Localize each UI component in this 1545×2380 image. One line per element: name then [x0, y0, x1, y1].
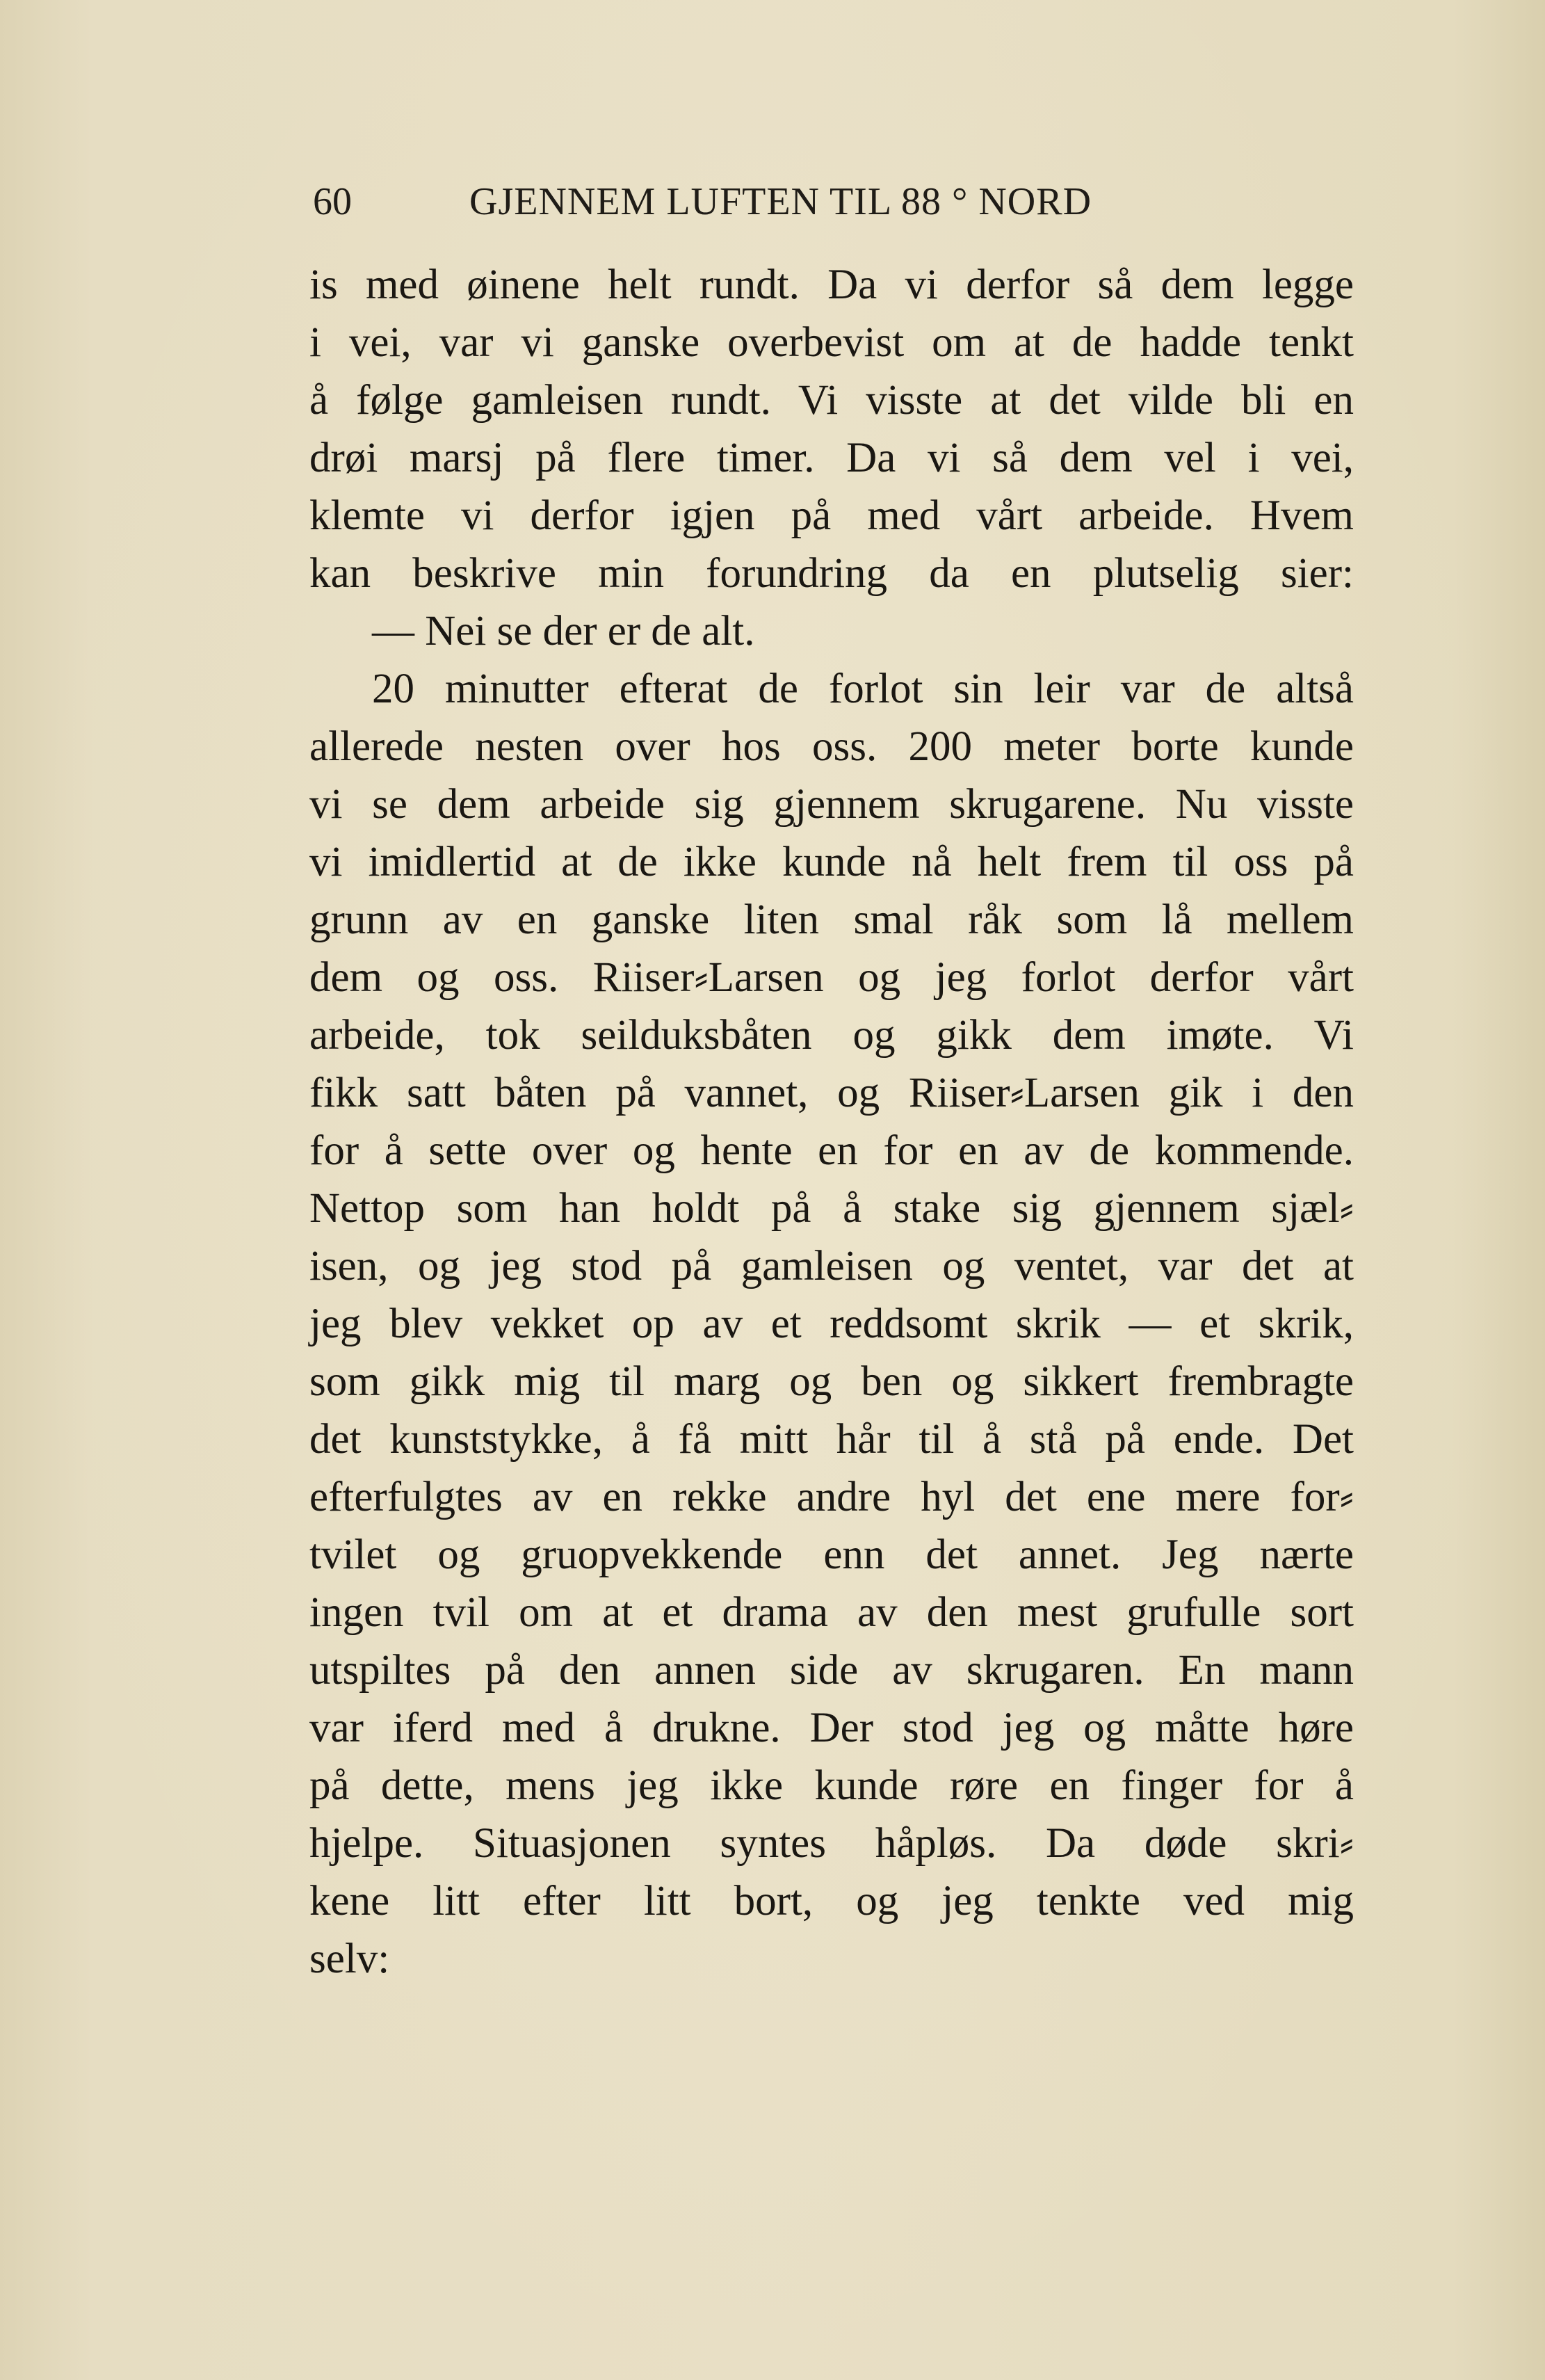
page-number: 60 — [313, 180, 352, 223]
text-line: drøi marsj på flere timer. Da vi så dem vel i vei, — [309, 435, 1354, 481]
text-line: Nettop som han holdt på å stake sig gjennem sjæl⸗ — [309, 1185, 1354, 1232]
text-line: å følge gamleisen rundt. Vi visste at det vilde bli en — [309, 377, 1354, 424]
text-line: grunn av en ganske liten smal råk som lå mellem — [309, 896, 1354, 943]
text-line: på dette, mens jeg ikke kunde røre en finger for å — [309, 1762, 1354, 1809]
text-line: arbeide, tok seilduksbåten og gikk dem imøte. Vi — [309, 1012, 1354, 1059]
text-line: vi imidlertid at de ikke kunde nå helt frem til oss på — [309, 839, 1354, 885]
text-line: isen, og jeg stod på gamleisen og ventet, var det at — [309, 1243, 1354, 1289]
text-line: ingen tvil om at et drama av den mest grufulle sort — [309, 1589, 1354, 1636]
text-line: 20 minutter efterat de forlot sin leir var de altså — [372, 666, 1354, 712]
text-line: det kunststykke, å få mitt hår til å stå på ende. Det — [309, 1416, 1354, 1463]
text-line: selv: — [309, 1936, 390, 1982]
text-line: tvilet og gruopvekkende enn det annet. Jeg nærte — [309, 1531, 1354, 1578]
running-header — [313, 174, 1356, 230]
text-line: allerede nesten over hos oss. 200 meter borte kunde — [309, 723, 1354, 770]
running-title: GJENNEM LUFTEN TIL 88 ° NORD — [469, 180, 1092, 223]
text-line: jeg blev vekket op av et reddsomt skrik — et skrik, — [309, 1301, 1354, 1347]
text-line: utspiltes på den annen side av skrugaren. En mann — [309, 1647, 1354, 1694]
text-line: i vei, var vi ganske overbevist om at de hadde tenkt — [309, 319, 1354, 366]
text-line: kene litt efter litt bort, og jeg tenkte ved mig — [309, 1878, 1354, 1924]
text-line: klemte vi derfor igjen på med vårt arbeide. Hvem — [309, 492, 1354, 539]
text-line: dem og oss. Riiser⸗Larsen og jeg forlot derfor vårt — [309, 954, 1354, 1001]
text-line: efterfulgtes av en rekke andre hyl det ene mere for⸗ — [309, 1474, 1354, 1520]
text-line: vi se dem arbeide sig gjennem skrugarene. Nu visste — [309, 781, 1354, 828]
text-line: som gikk mig til marg og ben og sikkert frembragte — [309, 1358, 1354, 1405]
text-line: kan beskrive min forundring da en plutselig sier: — [309, 550, 1354, 597]
text-line: var iferd med å drukne. Der stod jeg og måtte høre — [309, 1705, 1354, 1751]
text-line: — Nei se der er de alt. — [372, 608, 755, 654]
body-text — [309, 256, 1354, 1988]
text-line: hjelpe. Situasjonen syntes håpløs. Da døde skri⸗ — [309, 1820, 1354, 1867]
text-line: fikk satt båten på vannet, og Riiser⸗Larsen gik i den — [309, 1070, 1354, 1116]
text-line: for å sette over og hente en for en av de kommende. — [309, 1127, 1354, 1174]
text-line: is med øinene helt rundt. Da vi derfor så dem legge — [309, 262, 1354, 308]
